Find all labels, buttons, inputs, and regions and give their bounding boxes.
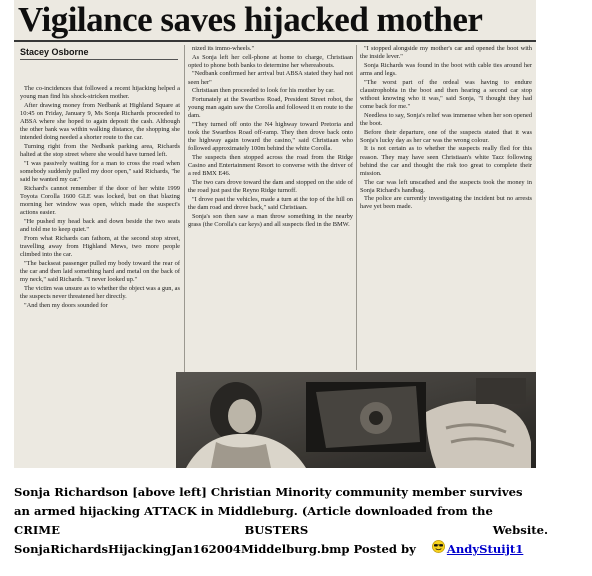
- caption-word: CRIME: [14, 523, 60, 537]
- caption-line: [14, 540, 548, 559]
- paragraph: "He pushed my head back and down beside the two seats and told me to keep quiet.": [20, 218, 180, 234]
- paragraph: Fortunately at the Swartbos Road, President Street robot, the young man again saw the Corolla and followed it en route to the dam.: [188, 95, 353, 120]
- paragraph: "And then my doors sounded for: [24, 301, 108, 309]
- paragraph: Sonja Richards was found in the boot with cable ties around her arms and legs.: [360, 61, 532, 77]
- paragraph: "Nedbank confirmed her arrival but ABSA stated they had not seen her": [188, 70, 353, 86]
- newspaper-clipping: [14, 0, 536, 468]
- paragraph: The victim was unsure as to whether the object was a gun, as the suspects never threatened her directly.: [20, 284, 180, 300]
- paragraph: Sonja's son then saw a man throw something in the nearby grass (the Corolla's car keys) and all suspects fled in the BMW.: [188, 212, 353, 228]
- paragraph: "I stopped alongside my mother's car and opened the boot with the inside lever.": [360, 45, 532, 61]
- caption-word: Website.: [492, 523, 548, 537]
- headline-rule: [14, 40, 536, 42]
- paragraph: "They turned off onto the N4 highway toward Pretoria and took the Swartbos Road off-ramp. They then drove back onto the highway again toward the casino," said Christiaan who followed approximately 100m behind the white Corolla.: [188, 120, 353, 153]
- image-caption: [14, 483, 548, 559]
- sunglasses-smiley-icon: [432, 540, 445, 553]
- paragraph: After drawing money from Nedbank at Highland Square at 10:45 on Friday, January 9, Ms Sonja Richards proceeded to ABSA where she hoped to again deposit the cash. Although the other bank was within walking distance, the shopping she intended doing needed a shorter route to the car.: [20, 101, 180, 142]
- paragraph: The car was left unscathed and the suspects took the money in Sonja Richard's handbag.: [360, 178, 532, 194]
- article-column-3: [360, 45, 532, 291]
- caption-line: [14, 521, 548, 540]
- paragraph: The suspects then stopped across the road from the Ridge Casino and Entertainment Resort to converse with the driver of a red BMX E46.: [188, 154, 353, 178]
- paragraph: Needless to say, Sonja's relief was immense when her son opened the boot.: [360, 111, 532, 127]
- paragraph: From what Richards can fathom, at the second stop street, travelling away from Highland Mews, two more people climbed into the car.: [20, 234, 180, 259]
- paragraph: Before their departure, one of the suspects stated that it was Sonja's lucky day as her car was the wrong colour.: [360, 128, 532, 144]
- caption-text: Sonja Richardson [above left] Christian Minority community member survives: [14, 485, 523, 499]
- caption-line: [14, 502, 548, 521]
- caption-line: [14, 483, 548, 502]
- author-link[interactable]: AndyStuijt1: [446, 542, 524, 556]
- headline: Vigilance saves hijacked mother: [18, 0, 483, 39]
- paragraph: "The worst part of the ordeal was having to endure claustrophobia in the boot and then hearing a second car stop without knowing who it was," said Sonja, "I thought they had come back for me.": [360, 78, 532, 111]
- paragraph: Turning right from the Nedbank parking area, Richards halted at the stop street where she would have turned left.: [20, 143, 180, 159]
- paragraph: "The backseat passenger pulled my body toward the rear of the car and then laid something hard and metal on the back of my neck," said Richards. "I never looked up.": [20, 259, 180, 284]
- paragraph: The co-incidences that followed a recent hijacking helped a young man find his shock-stricken mother.: [20, 85, 180, 101]
- article-column-2: [188, 45, 353, 371]
- paragraph: The police are currently investigating the incident but no arrests have yet been made.: [360, 195, 532, 211]
- caption-word: BUSTERS: [244, 523, 309, 537]
- article-photo: [176, 372, 536, 468]
- caption-filename: SonjaRichardsHijackingJan162004Middelburg.bmp Posted by: [14, 542, 416, 556]
- column-divider: [356, 45, 357, 370]
- paragraph: Christiaan then proceeded to look for his mother by car.: [192, 87, 335, 95]
- paragraph: "I drove past the vehicles, made a turn at the top of the hill on the dam road and drove back," said Christiaan.: [188, 195, 353, 211]
- paragraph: It is not certain as to whether the suspects really fled for this reason. They may have seen Christiaan's white Tazz following behind the car and thought the risk too great to complete their mission.: [360, 145, 532, 177]
- caption-text: an armed hijacking ATTACK in Middleburg. (Article downloaded from the: [14, 504, 493, 518]
- paragraph: As Sonja left her cell-phone at home to charge, Christiaan opted to phone both banks to determine her whereabouts.: [188, 53, 353, 69]
- paragraph: nized its immo-wheels.": [192, 45, 255, 52]
- paragraph: "I was passively waiting for a man to cross the road when somebody suddenly pulled my door open," said Richards, "he said he wanted my car.": [20, 159, 180, 184]
- paragraph: Richard's cannot remember if the door of her white 1999 Toyota Corolla 1600 GLE was locked, but on that blazing morning her window was open, which made the suspect's actions easier.: [20, 184, 180, 217]
- paragraph: The two cars drove toward the dam and stopped on the side of the road just past the Reyno Ridge turnoff.: [188, 179, 353, 195]
- byline: Stacey Osborne: [20, 47, 89, 57]
- byline-rule: [20, 59, 178, 60]
- article-column-1: [20, 85, 180, 468]
